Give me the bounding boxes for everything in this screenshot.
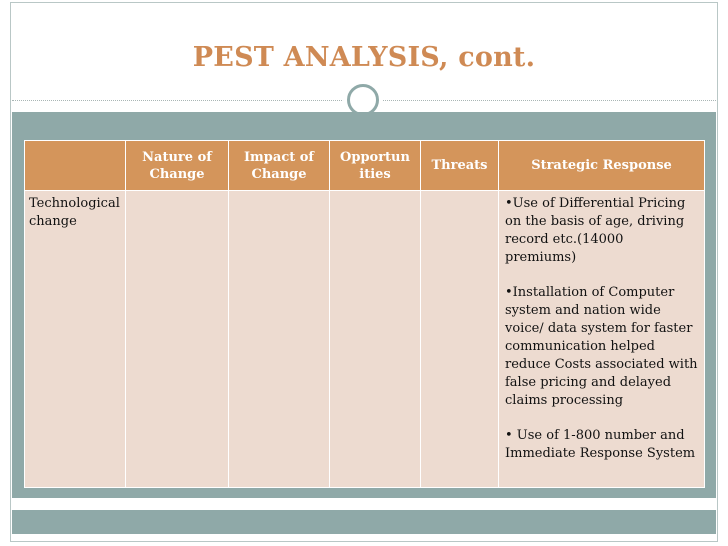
strategic-response-item: •Installation of Computer system and nation wide voice/ data system for faster communication helped reduce Costs associated with false pricing and delayed claims processing bbox=[505, 285, 698, 408]
header-impact-of-change: Impact of Change bbox=[229, 141, 330, 191]
strategic-response-item: •Use of Differential Pricing on the basis of age, driving record etc.(14000 premiums) bbox=[505, 196, 686, 265]
slide-title: PEST ANALYSIS, cont. bbox=[192, 42, 536, 73]
pest-table bbox=[24, 140, 705, 488]
footer-band bbox=[12, 510, 716, 534]
strategic-response-item: • Use of 1-800 number and Immediate Response System bbox=[505, 428, 696, 461]
cell-impact bbox=[229, 191, 330, 488]
table-row bbox=[25, 191, 705, 488]
header-nature-of-change: Nature of Change bbox=[126, 141, 229, 191]
row-label-technological-change: Technological change bbox=[25, 191, 126, 488]
header-strategic-response: Strategic Response bbox=[499, 141, 705, 191]
cell-nature bbox=[126, 191, 229, 488]
cell-opportunities bbox=[330, 191, 421, 488]
cell-threats bbox=[421, 191, 499, 488]
header-threats: Threats bbox=[421, 141, 499, 191]
header-opportunities: Opportun ities bbox=[330, 141, 421, 191]
table-header-row bbox=[25, 141, 705, 191]
header-blank bbox=[25, 141, 126, 191]
cell-strategic-response bbox=[499, 191, 705, 488]
